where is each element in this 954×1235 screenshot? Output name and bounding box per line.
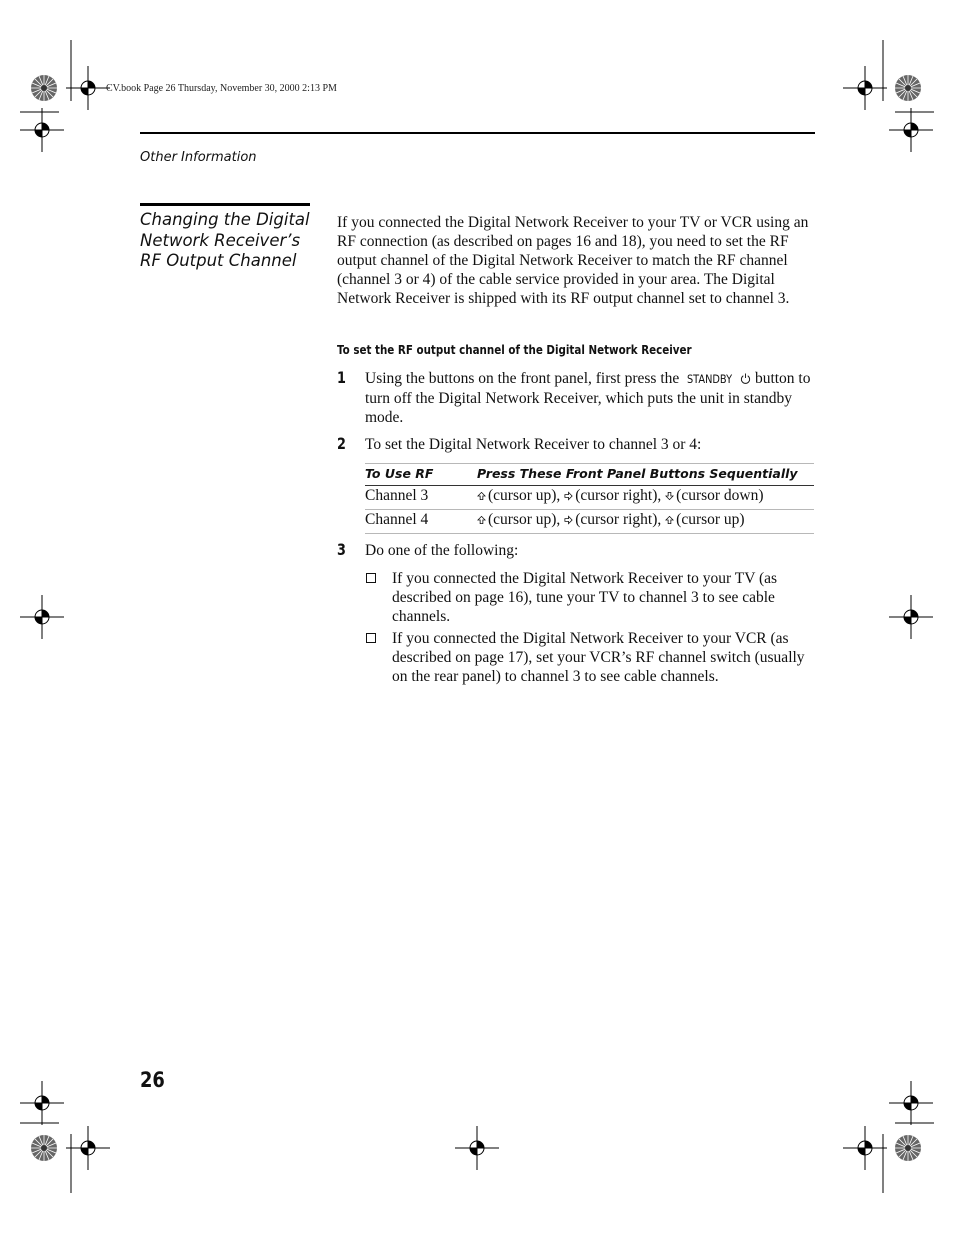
step-1-text-before: Using the buttons on the front panel, first press the xyxy=(365,370,684,387)
arrow-up-icon xyxy=(477,515,486,525)
page-number: 26 xyxy=(140,1068,165,1092)
step-3-text: Do one of the following: xyxy=(365,542,519,559)
procedure-heading: To set the RF output channel of the Digital Network Receiver xyxy=(337,343,692,357)
step-2-text: To set the Digital Network Receiver to channel 3 or 4: xyxy=(365,436,702,453)
bullet-item: If you connected the Digital Network Receiver to your VCR (as described on page 17), set your VCR’s RF channel switch (usually on the rear panel) to channel 3 to see cable channels. xyxy=(392,630,805,685)
step-1-text-after: button to turn off the Digital Network Receiver, which puts the unit in standby mode. xyxy=(365,370,811,426)
table-header-row xyxy=(365,463,814,486)
side-heading-rule xyxy=(140,203,310,206)
arrow-right-icon xyxy=(564,491,573,501)
rf-channel-table xyxy=(365,463,814,534)
table-header-cell: Press These Front Panel Buttons Sequentially xyxy=(477,466,798,481)
intro-paragraph: If you connected the Digital Network Receiver to your TV or VCR using an RF connection (as described on pages 16 and 18), you need to set the RF output channel of the Digital Network Receiver to match the RF channel (channel 3 or 4) of the cable service provided in your area. The Digital Network Receiver is shipped with its RF output channel set to channel 3. xyxy=(337,214,809,307)
table-row xyxy=(365,486,814,510)
step-number: 3 xyxy=(337,540,346,559)
standby-button-label: STANDBY xyxy=(687,372,733,386)
checkbox-bullet-icon xyxy=(366,573,376,583)
power-icon xyxy=(740,373,751,384)
section-heading: Changing the Digital Network Receiver’s RF Output Channel xyxy=(140,210,310,270)
table-cell-channel: Channel 3 xyxy=(365,487,429,504)
top-rule xyxy=(140,132,815,134)
table-cell-sequence: (cursor up), (cursor right), (cursor up) xyxy=(477,511,745,529)
step-1-text xyxy=(365,369,815,427)
step-number: 2 xyxy=(337,434,346,453)
checkbox-bullet-icon xyxy=(366,633,376,643)
table-cell-channel: Channel 4 xyxy=(365,511,429,528)
table-row xyxy=(365,510,814,534)
arrow-down-icon xyxy=(665,491,674,501)
file-header: CV.book Page 26 Thursday, November 30, 2000 2:13 PM xyxy=(106,83,337,94)
running-header: Other Information xyxy=(140,150,257,165)
arrow-up-icon xyxy=(477,491,486,501)
table-header-cell: To Use RF xyxy=(365,466,434,481)
step-number: 1 xyxy=(337,368,346,387)
arrow-up-icon xyxy=(665,515,674,525)
bullet-item: If you connected the Digital Network Receiver to your TV (as described on page 16), tune your TV to channel 3 to see cable channels. xyxy=(392,570,778,625)
table-cell-sequence: (cursor up), (cursor right), (cursor down) xyxy=(477,487,764,505)
arrow-right-icon xyxy=(564,515,573,525)
